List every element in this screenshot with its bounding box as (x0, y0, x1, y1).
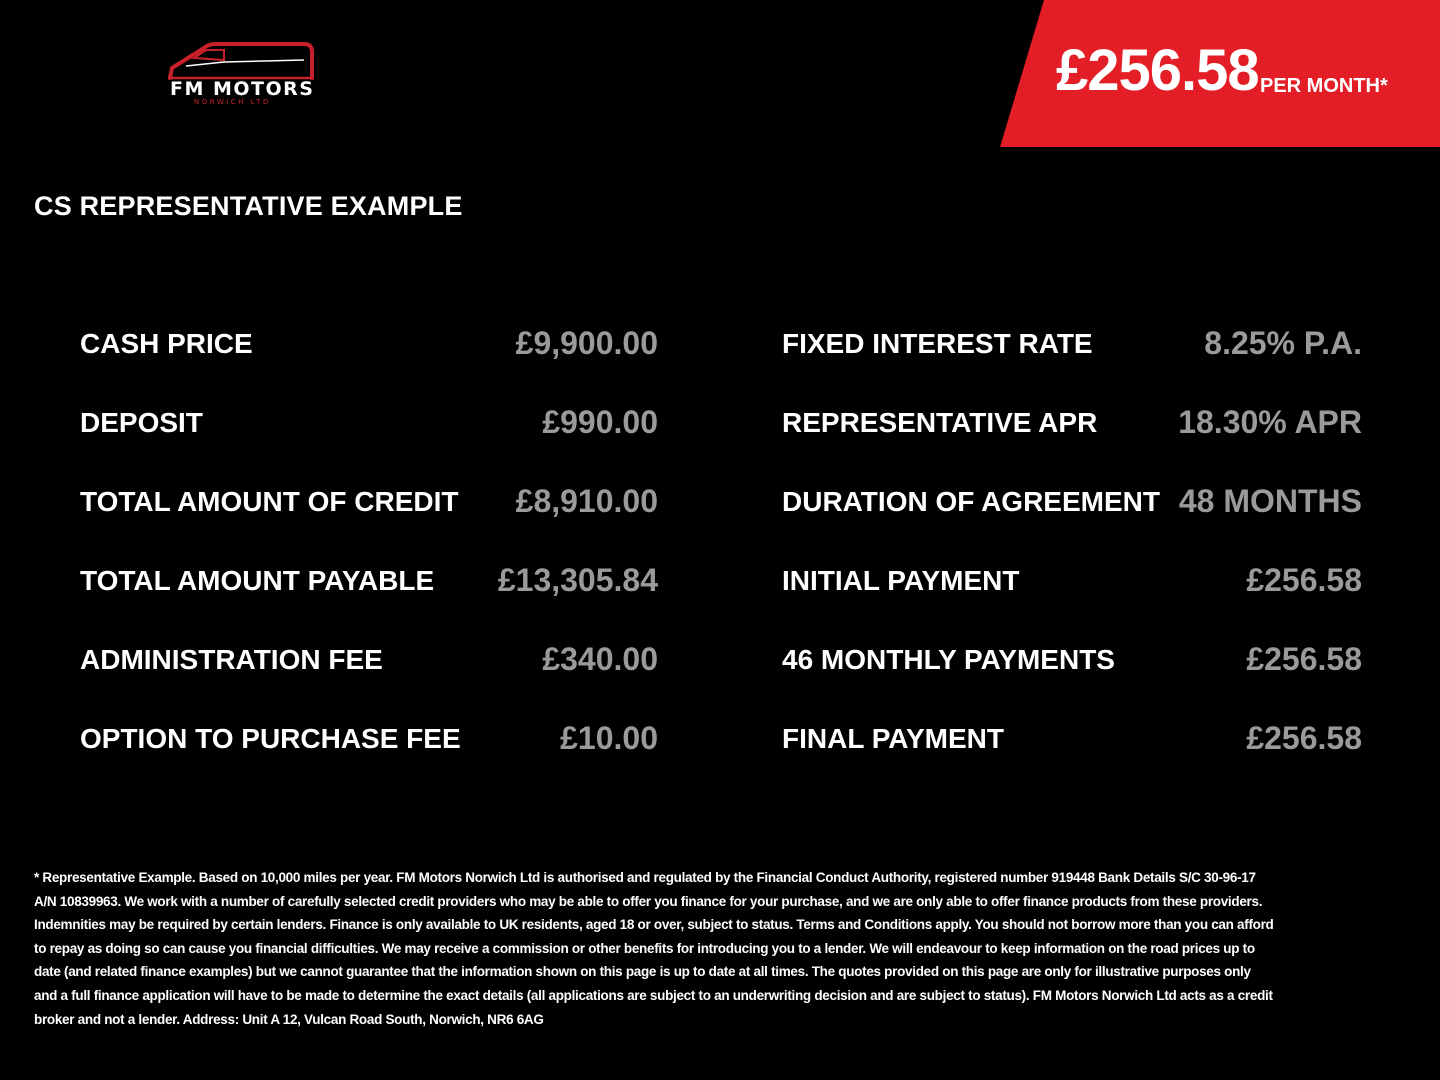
row-duration (782, 483, 1362, 528)
row-final-payment (782, 720, 1362, 765)
row-total-payable (80, 562, 658, 607)
row-deposit (80, 404, 658, 449)
row-label: TOTAL AMOUNT OF CREDIT (80, 486, 459, 517)
row-value: £10.00 (560, 720, 658, 756)
row-label: FIXED INTEREST RATE (782, 328, 1093, 359)
row-initial-payment (782, 562, 1362, 607)
per-month-label: PER MONTH* (1260, 75, 1388, 97)
row-admin-fee (80, 641, 658, 686)
row-apr (782, 404, 1362, 449)
row-label: FINAL PAYMENT (782, 723, 1004, 754)
row-value: £990.00 (542, 404, 658, 440)
row-label: CASH PRICE (80, 328, 253, 359)
row-monthly-payments (782, 641, 1362, 686)
row-label: INITIAL PAYMENT (782, 565, 1020, 596)
row-value: £340.00 (542, 641, 658, 677)
row-label: DURATION OF AGREEMENT (782, 486, 1160, 517)
row-value: 8.25% P.A. (1204, 325, 1362, 361)
row-interest-rate (782, 325, 1362, 370)
row-value: 48 MONTHS (1178, 483, 1362, 519)
row-value: £9,900.00 (515, 325, 658, 361)
row-value: £13,305.84 (497, 562, 658, 598)
monthly-price-amount: £256.58 (1056, 38, 1259, 103)
section-title: CS REPRESENTATIVE EXAMPLE (34, 191, 463, 221)
row-value: 18.30% APR (1178, 404, 1362, 440)
row-value: £8,910.00 (515, 483, 658, 519)
row-cash-price (80, 325, 658, 370)
row-label: TOTAL AMOUNT PAYABLE (80, 565, 435, 596)
finance-disclaimer: * Representative Example. Based on 10,000 miles per year. FM Motors Norwich Ltd is authorised and regulated by the Financial Conduct Authority, registered number 919448 Bank Details S/C 30-96-17 A/N 10839963. We work with a number of carefully selected credit providers who may be able to offer you finance for your purchase, and we are only able to offer finance products from these providers. Indemnities may be required by certain lenders. Finance is only available to UK residents, aged 18 or over, subject to status. Terms and Conditions apply. You should not borrow more than you can afford to repay as doing so can cause you financial difficulties. We may receive a commission or other benefits for introducing you to a lender. We will endeavour to keep information on the road prices up to date (and related finance examples) but we cannot guarantee that the information shown on this page is up to date at all times. The quotes provided on this page are only for illustrative purposes only and a full finance application will have to be made to determine the exact details (all applications are subject to an underwriting decision and are subject to status). FM Motors Norwich Ltd acts as a credit broker and not a lender. Address: Unit A 12, Vulcan Road South, Norwich, NR6 6AG (34, 870, 1274, 1027)
row-value: £256.58 (1246, 641, 1362, 677)
row-label: DEPOSIT (80, 407, 203, 438)
row-label: 46 MONTHLY PAYMENTS (782, 644, 1115, 675)
row-label: OPTION TO PURCHASE FEE (80, 723, 461, 754)
row-total-credit (80, 483, 658, 528)
row-label: REPRESENTATIVE APR (782, 407, 1098, 438)
brand-name: FM MOTORS (170, 78, 315, 100)
brand-subtitle: NORWICH LTD (194, 98, 271, 106)
row-value: £256.58 (1246, 562, 1362, 598)
brand-logo (164, 38, 320, 110)
row-label: ADMINISTRATION FEE (80, 644, 383, 675)
row-value: £256.58 (1246, 720, 1362, 756)
row-purchase-fee (80, 720, 658, 765)
